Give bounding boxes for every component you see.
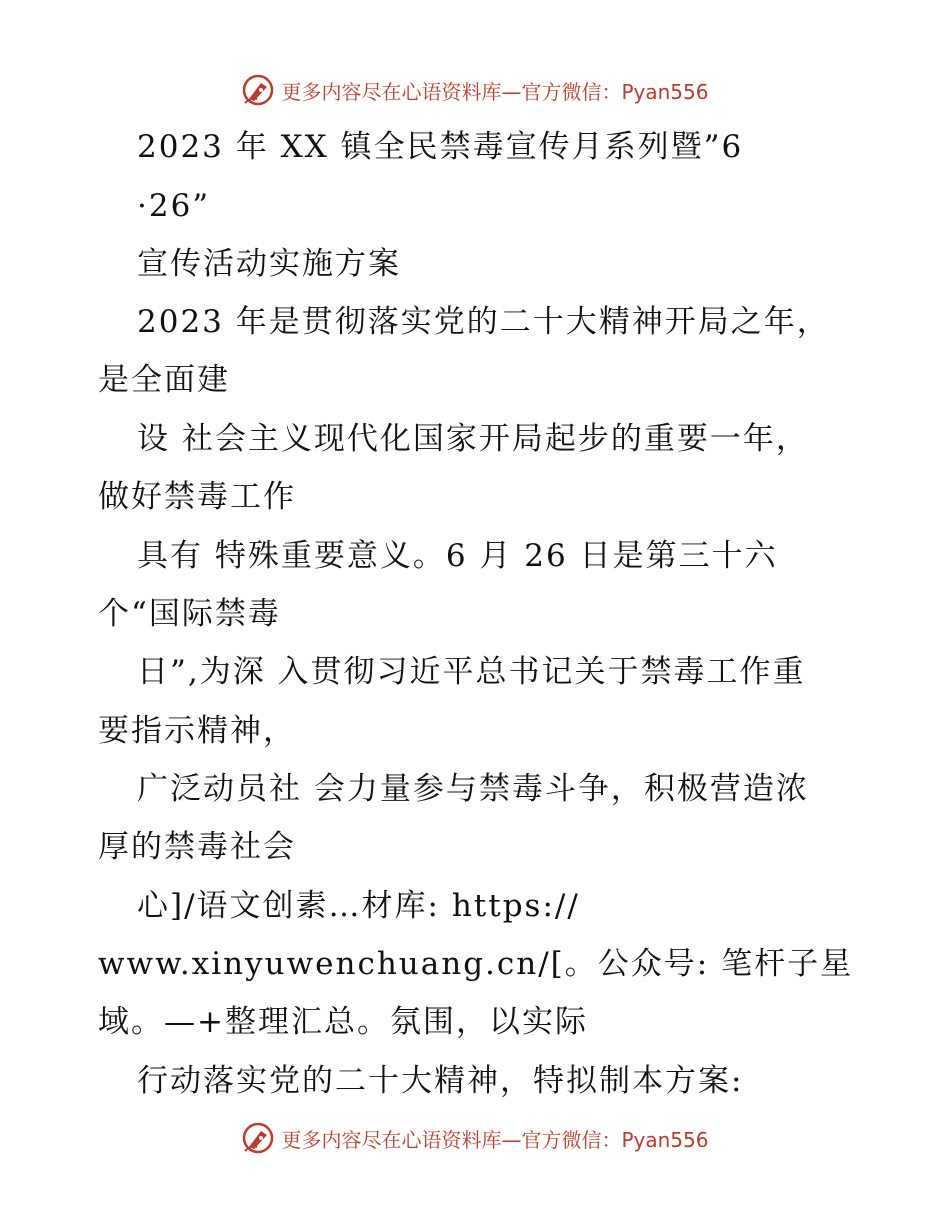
paragraph-line: 是全面建 (98, 362, 230, 398)
watermark-banner-bottom (0, 1118, 950, 1158)
paragraph-line: 具有 特殊重要意义。6 月 26 日是第三十六 (137, 538, 778, 574)
pen-nib-logo-icon (241, 1121, 275, 1155)
watermark-text: 更多内容尽在心语资料库—官方微信：Pyan556 (281, 79, 709, 104)
paragraph-line: 域。—+整理汇总。氛围，以实际 (98, 1004, 588, 1040)
paragraph-line: 要指示精神， (98, 713, 296, 749)
paragraph-line: 心]/语文创素…材库: https:// (137, 888, 580, 924)
title-line-3: 宣传活动实施方案 (137, 246, 401, 282)
paragraph-line: 广泛动员社 会力量参与禁毒斗争，积极营造浓 (137, 771, 809, 807)
watermark-text: 更多内容尽在心语资料库—官方微信：Pyan556 (281, 1127, 709, 1152)
paragraph-line: 厚的禁毒社会 (98, 829, 296, 865)
paragraph-line: 2023 年是贯彻落实党的二十大精神开局之年， (137, 304, 830, 340)
paragraph-line: 设 社会主义现代化国家开局起步的重要一年， (137, 421, 809, 457)
title-line-1: 2023 年 XX 镇全民禁毒宣传月系列暨”6 (137, 129, 744, 165)
paragraph-line: www.xinyuwenchuang.cn/[。公众号: 笔杆子星 (98, 946, 854, 982)
title-line-2: ·26” (137, 188, 211, 224)
paragraph-line: 行动落实党的二十大精神，特拟制本方案: (137, 1063, 744, 1099)
paragraph-line: 做好禁毒工作 (98, 479, 296, 515)
paragraph-line: 个“国际禁毒 (98, 596, 281, 632)
paragraph-line: 日”,为深 入贯彻习近平总书记关于禁毒工作重 (137, 654, 806, 690)
